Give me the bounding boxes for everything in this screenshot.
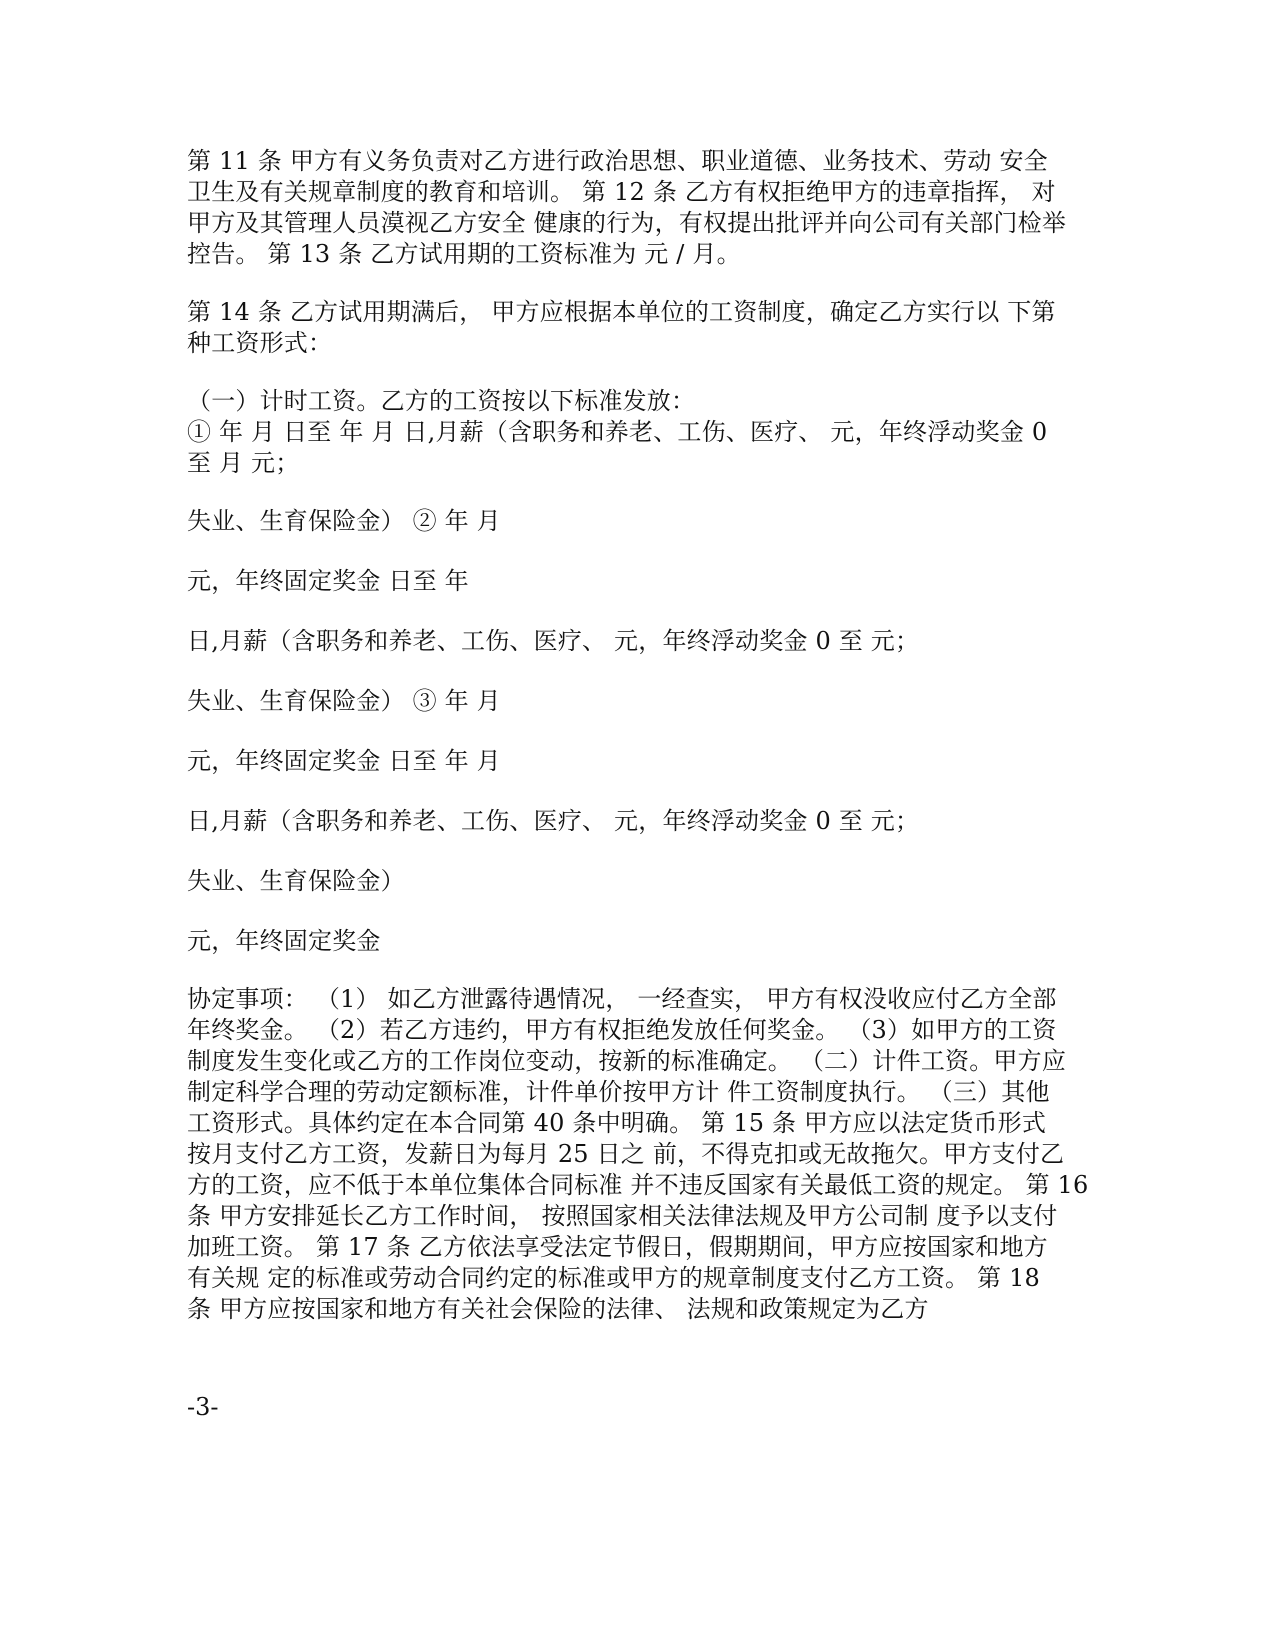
paragraph-insurance-3 <box>187 866 1107 897</box>
text-line: 第 11 条 甲方有义务负责对乙方进行政治思想、职业道德、业务技术、劳动 安全 <box>187 147 1048 175</box>
text-line: 制度发生变化或乙方的工作岗位变动，按新的标准确定。 （二）计件工资。甲方应 <box>187 1047 1067 1075</box>
text-line: 失业、生育保险金） ③ 年 月 <box>187 687 501 715</box>
text-line: 卫生及有关规章制度的教育和培训。 第 12 条 乙方有权拒绝甲方的违章指挥， 对 <box>187 178 1056 206</box>
document-body <box>187 146 1107 1325</box>
paragraph-fixed-bonus-2 <box>187 746 1107 777</box>
paragraph-article-11-13 <box>187 146 1107 270</box>
text-line: 元，年终固定奖金 日至 年 月 <box>187 747 501 775</box>
paragraph-monthly-salary-3 <box>187 806 1107 837</box>
text-line: 至 月 元； <box>187 449 300 477</box>
page-number: -3- <box>187 1393 219 1421</box>
text-line: 有关规 定的标准或劳动合同约定的标准或甲方的规章制度支付乙方工资。 第 18 <box>187 1264 1041 1292</box>
text-line: 制定科学合理的劳动定额标准，计件单价按甲方计 件工资制度执行。 （三）其他 <box>187 1078 1050 1106</box>
text-line: ① 年 月 日至 年 月 日,月薪（含职务和养老、工伤、医疗、 元，年终浮动奖金 0 <box>187 418 1048 446</box>
text-line: 日,月薪（含职务和养老、工伤、医疗、 元，年终浮动奖金 0 至 元； <box>187 807 920 835</box>
paragraph-article-14 <box>187 297 1107 359</box>
text-line: 控告。 第 13 条 乙方试用期的工资标准为 元 / 月。 <box>187 240 741 268</box>
text-line: 失业、生育保险金） <box>187 867 405 895</box>
text-line: 条 甲方应按国家和地方有关社会保险的法律、 法规和政策规定为乙方 <box>187 1295 929 1323</box>
paragraph-fixed-bonus-3 <box>187 926 1107 957</box>
text-line: 失业、生育保险金） ② 年 月 <box>187 507 501 535</box>
text-line: 按月支付乙方工资，发薪日为每月 25 日之 前，不得克扣或无故拖欠。甲方支付乙 <box>187 1140 1065 1168</box>
text-line: 条 甲方安排延长乙方工作时间， 按照国家相关法律法规及甲方公司制 度予以支付 <box>187 1202 1058 1230</box>
text-line: 第 14 条 乙方试用期满后， 甲方应根据本单位的工资制度，确定乙方实行以 下第 <box>187 298 1056 326</box>
text-line: 元，年终固定奖金 <box>187 927 381 955</box>
text-line: 元，年终固定奖金 日至 年 <box>187 567 469 595</box>
paragraph-fixed-bonus-1 <box>187 566 1107 597</box>
paragraph-insurance-2 <box>187 686 1107 717</box>
text-line: 方的工资，应不低于本单位集体合同标准 并不违反国家有关最低工资的规定。 第 16 <box>187 1171 1089 1199</box>
text-line: （一）计时工资。乙方的工资按以下标准发放： <box>187 387 696 415</box>
text-line: 加班工资。 第 17 条 乙方依法享受法定节假日，假期期间，甲方应按国家和地方 <box>187 1233 1048 1261</box>
text-line: 协定事项： （1） 如乙方泄露待遇情况， 一经查实， 甲方有权没收应付乙方全部 <box>187 985 1057 1013</box>
text-line: 甲方及其管理人员漠视乙方安全 健康的行为，有权提出批评并向公司有关部门检举 <box>187 209 1067 237</box>
paragraph-monthly-salary-2 <box>187 626 1107 657</box>
text-line: 工资形式。具体约定在本合同第 40 条中明确。 第 15 条 甲方应以法定货币形式 <box>187 1109 1047 1137</box>
paragraph-agreed-matters <box>187 984 1107 1325</box>
paragraph-wage-term-1 <box>187 417 1107 479</box>
paragraph-insurance-1 <box>187 506 1107 537</box>
text-line: 年终奖金。 （2）若乙方违约，甲方有权拒绝发放任何奖金。 （3）如甲方的工资 <box>187 1016 1057 1044</box>
paragraph-hourly-wage-heading <box>187 386 1107 417</box>
text-line: 日,月薪（含职务和养老、工伤、医疗、 元，年终浮动奖金 0 至 元； <box>187 627 920 655</box>
text-line: 种工资形式： <box>187 329 333 357</box>
